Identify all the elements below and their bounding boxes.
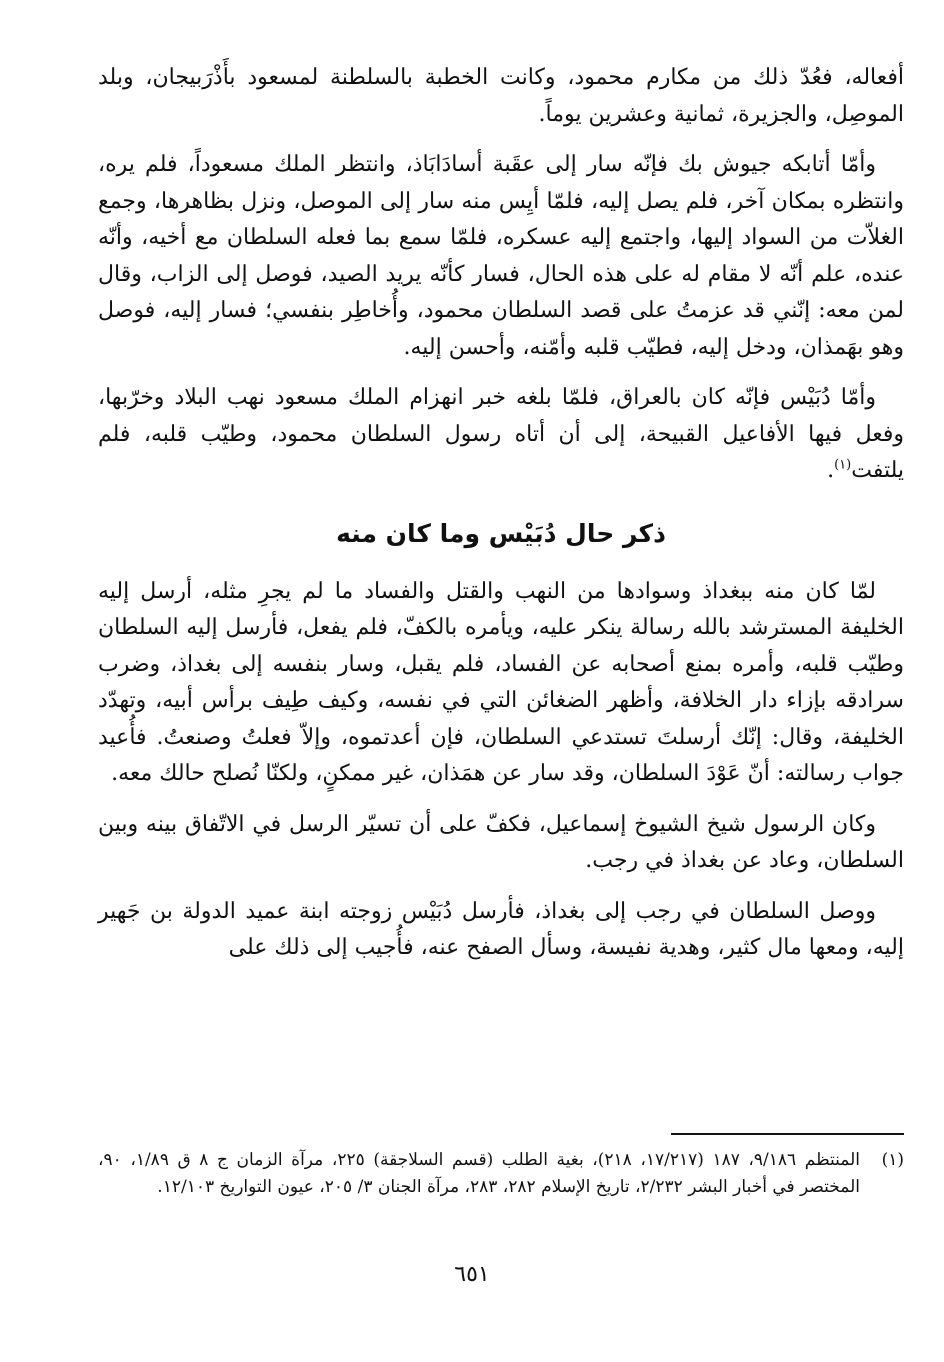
section-heading: ذكر حال دُبَيْس وما كان منه bbox=[336, 518, 666, 548]
section-paragraph-1: لمّا كان منه ببغداذ وسوادها من النهب والقتل والفساد ما لم يجرِ مثله، أرسل إليه الخليفة المسترشد بالله رسالة ينكر عليه، ويأمره بالكفّ، فلم يفعل، فأرسل إليه السلطان وطيّب قلبه، وأمره بمنع أصحابه عن الفساد، فلم يقبل، وسار بنفسه إلى بغداذ، وضرب سرادقه بإزاء دار الخلافة، وأظهر الضغائن التي في نفسه، وكيف طِيف برأس أبيه، وتهدّد الخليفة، وقال: إنّك أرسلتَ تستدعي السلطان، فإن أعدتموه، وإلاّ فعلتُ وصنعتُ. فأُعيد جواب رسالته: أنّ عَوْدَ السلطان، وقد سار عن همَذان، غير ممكنٍ، ولكنّا نُصلح حالك معه. bbox=[98, 578, 904, 786]
footnote-divider bbox=[671, 1133, 904, 1135]
section-paragraph-2: وكان الرسول شيخ الشيوخ إسماعيل، فكفّ على أن تسيّر الرسل في الاتّفاق بينه وبين السلطان، وعاد عن بغداذ في رجب. bbox=[98, 811, 904, 873]
footnote-number: (١) bbox=[881, 1150, 904, 1170]
paragraph-3-end: . bbox=[827, 458, 835, 483]
footnote-1 bbox=[98, 1147, 904, 1201]
paragraph-1: أفعاله، فعُدّ ذلك من مكارم محمود، وكانت الخطبة بالسلطنة لمسعود بأَذْرَبيجان، وبلد الموصِل، والجزيرة، ثمانية وعشرين يوماً. bbox=[98, 65, 904, 127]
footnotes bbox=[98, 1147, 904, 1201]
footnote-text: المنتظم ٩/١٨٦، ١٨٧ (١٧/٢١٧، ٢١٨)، بغية الطلب (قسم السلاجقة) ٢٢٥، مرآة الزمان ج ٨ ق ١/٨٩، ٩٠، المختصر في أخبار البشر ٢/٢٣٢، تاريخ الإسلام ٢٨٢، ٢٨٣، مرآة الجنان ٣/ ٢٠٥، عيون التواريخ ١٢/١٠٣. bbox=[98, 1150, 861, 1197]
section-paragraph-3: ووصل السلطان في رجب إلى بغداذ، فأرسل دُبَيْس زوجته ابنة عميد الدولة بن جَهير إليه، ومعها مال كثير، وهدية نفيسة، وسأل الصفح عنه، فأُجيب إلى ذلك على bbox=[98, 898, 904, 960]
paragraph-2: وأمّا أتابكه جيوش بك فإنّه سار إلى عقَبة أسادَابَاذ، وانتظر الملك مسعوداً، فلم يره، وانتظره بمكان آخر، فلم يصل إليه، فلمّا أيِس منه سار إلى الموصل، ونزل بظاهرها، وجمع الغلاّت من السواد إليها، واجتمع إليه عسكره، فلمّا سمع بما فعله السلطان مع أخيه، وأنّه عنده، علم أنّه لا مقام له على هذه الحال، فسار كأنّه يريد الصيد، فوصل إلى الزاب، وقال لمن معه: إنّني قد عزمتُ على قصد السلطان محمود، وأُخاطِر بنفسي؛ فسار إليه، فوصل وهو بهَمذان، ودخل إليه، فطيّب قلبه وأمّنه، وأحسن إليه. bbox=[98, 152, 904, 360]
footnote-marker: (١) bbox=[834, 457, 852, 473]
paragraph-3-text: وأمّا دُبَيْس فإنّه كان بالعراق، فلمّا بلغه خبر انهزام الملك مسعود نهب البلاد وخرّبها، وفعل فيها الأفاعيل القبيحة، إلى أن أتاه رسول السلطان محمود، وطيّب قلبه، فلم يلتفت bbox=[98, 385, 904, 483]
main-text bbox=[98, 60, 904, 981]
paragraph-3 bbox=[98, 380, 904, 490]
page-number: ٦٥١ bbox=[454, 1262, 490, 1287]
